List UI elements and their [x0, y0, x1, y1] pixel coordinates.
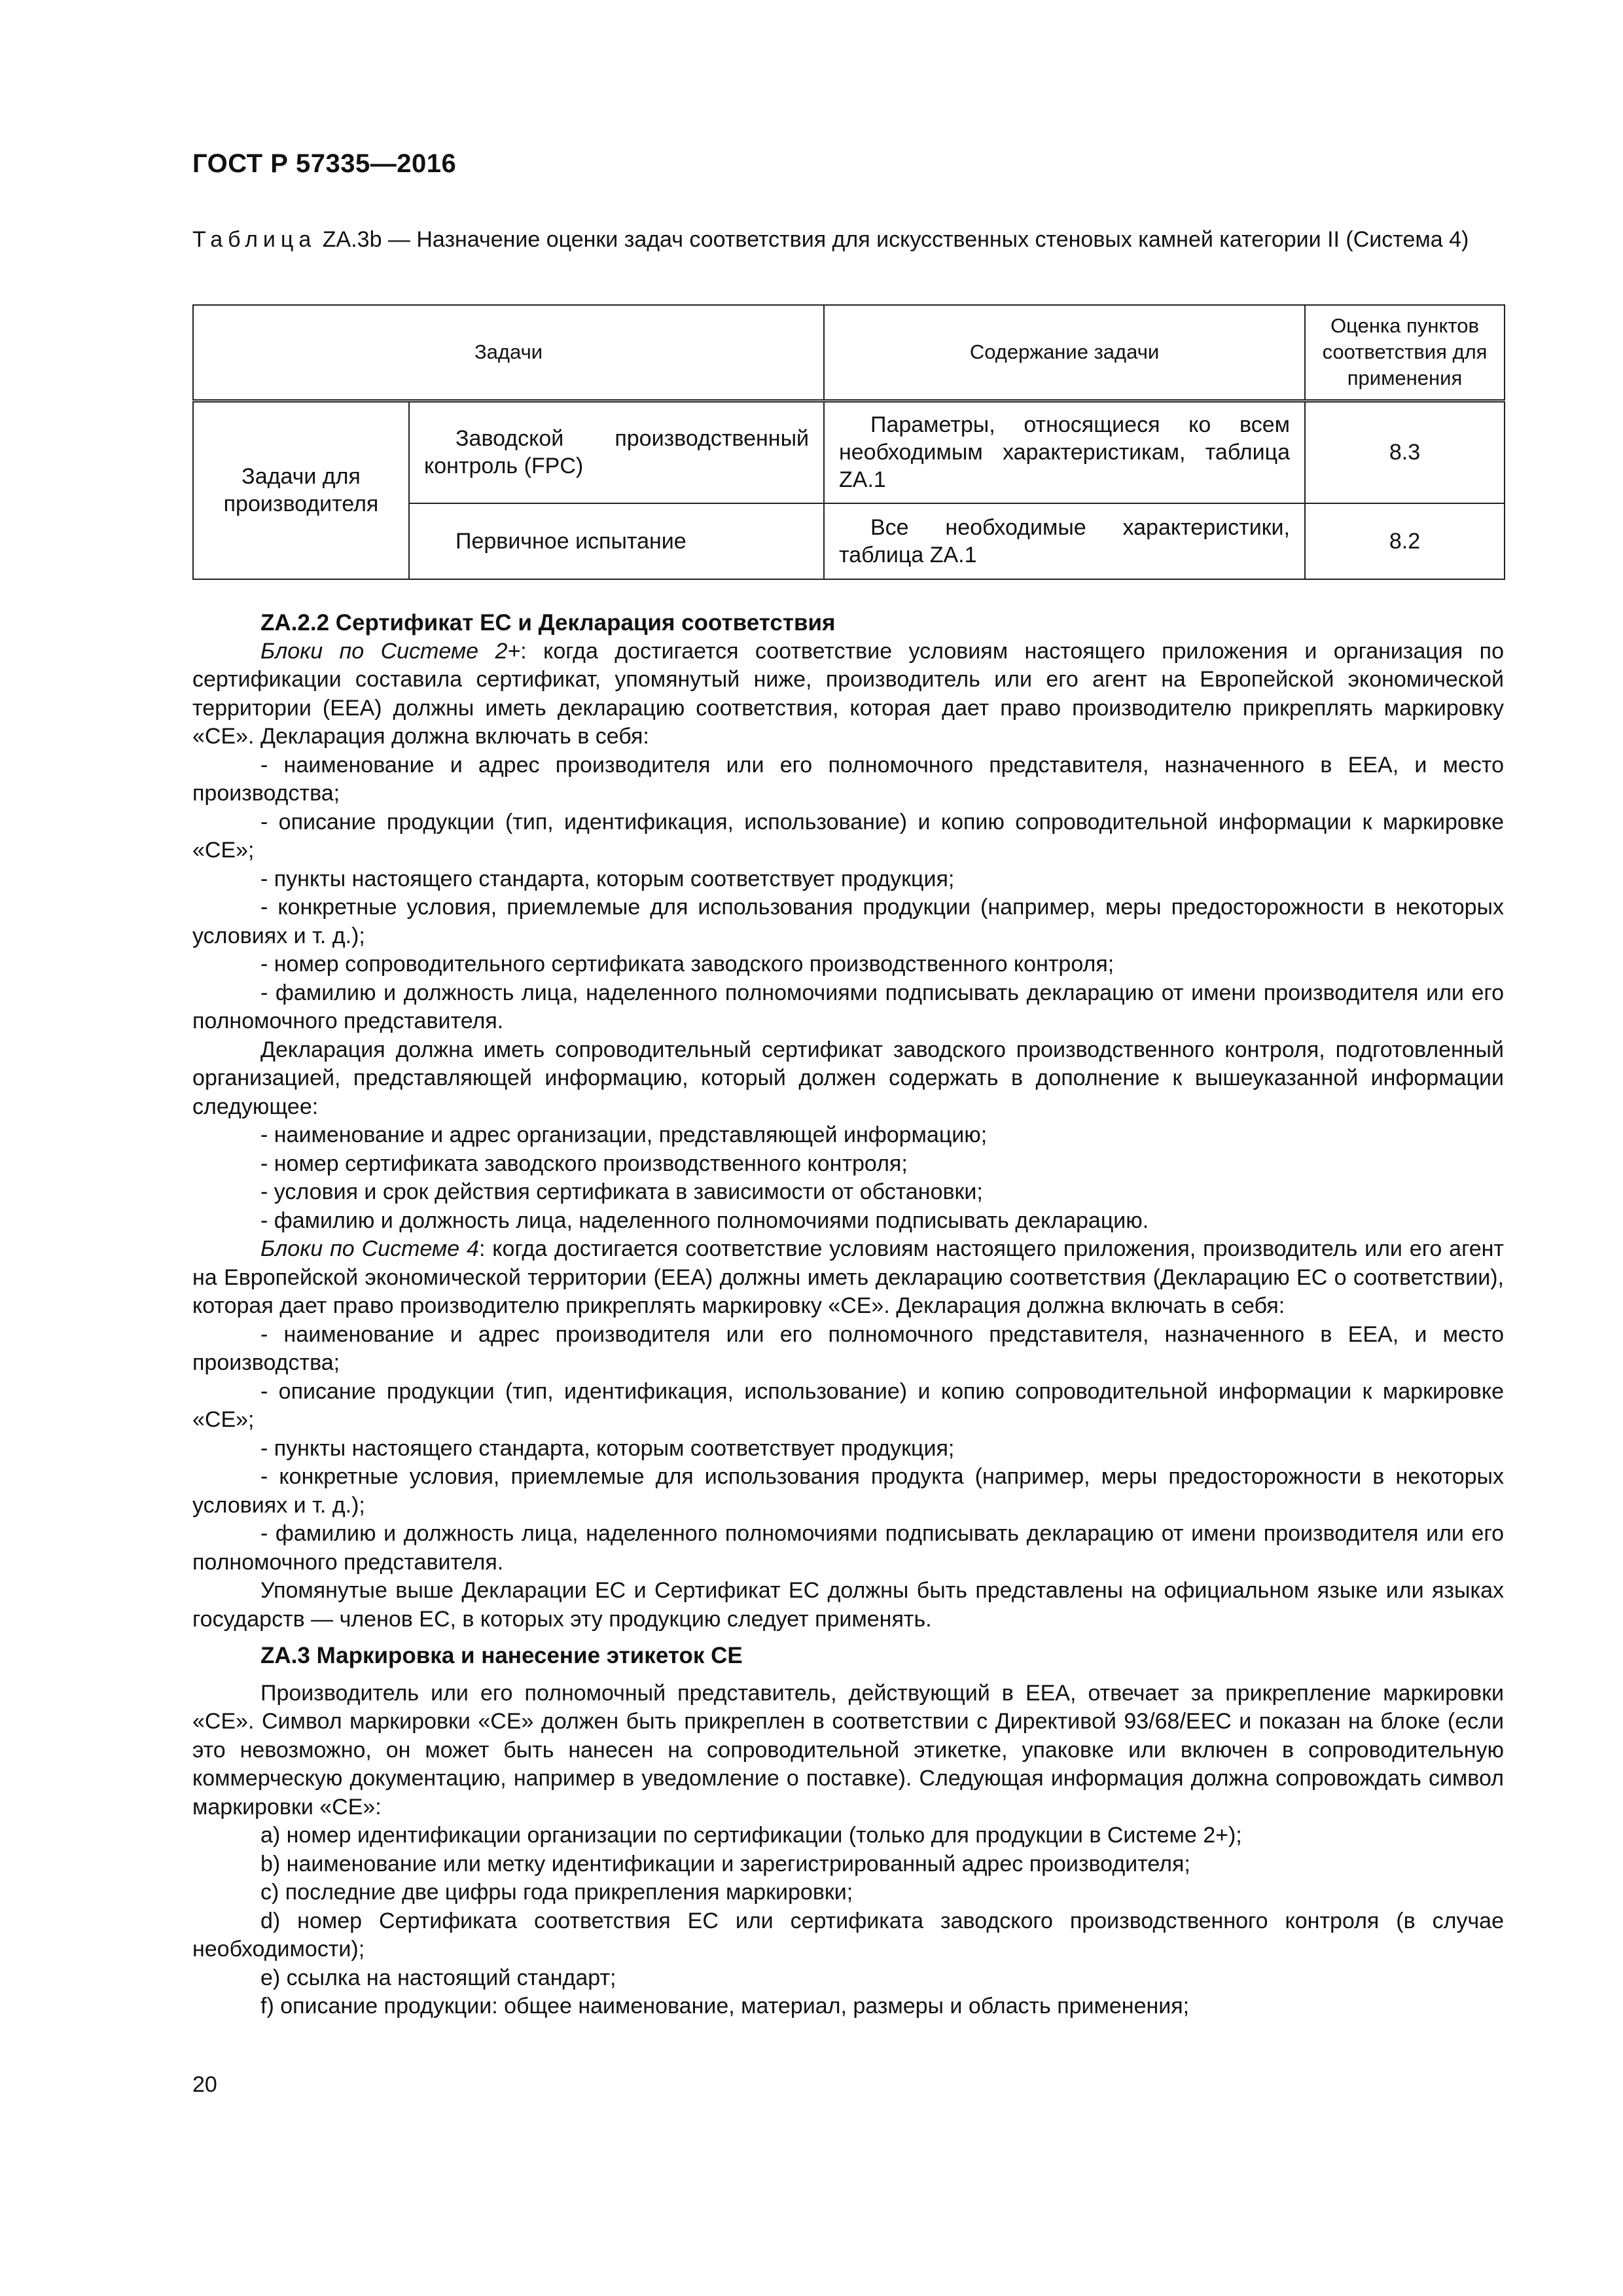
task-cell: Первичное испытание — [409, 503, 824, 579]
conformity-tasks-table — [192, 304, 1505, 580]
clause-cell: 8.2 — [1305, 503, 1505, 579]
content-cell: Параметры, относящиеся ко всем необходимым характеристикам, таблица ZA.1 — [824, 401, 1305, 503]
list-item: d) номер Сертификата соответствия ЕС или сертификата заводского производственного контроля (в случае необходимости); — [192, 1908, 1504, 1962]
section-heading-za3: ZA.3 Маркировка и нанесение этикеток СЕ — [260, 1643, 743, 1668]
paragraph-marking-intro: Производитель или его полномочный представитель, действующий в ЕЕА, отвечает за прикрепление маркировки «СЕ». Символ маркировки «СЕ» должен быть прикреплен в соответствии с Директивой 93/68/ЕЕС и показан на блоке (если это невозможно, он может быть нанесен на сопроводительной этикетке, упаковке или включен в сопроводительную коммерческую документацию, например в уведомление о поставке). Следующая информация должна сопровождать символ маркировки «СЕ»: — [192, 1680, 1504, 1820]
paragraph-declaration: Декларация должна иметь сопроводительный сертификат заводского производственного контроля, подготовленный организацией, представляющей информацию, который должен содержать в дополнение к вышеуказанной информации следующее: — [192, 1037, 1504, 1119]
list-item: f) описание продукции: общее наименование, материал, размеры и область применения; — [260, 1994, 1190, 2018]
task-cell: Заводской производственный контроль (FPC) — [409, 401, 824, 503]
group-label-cell: Задачи для производителя — [193, 401, 409, 579]
table-caption-label: Таблица — [192, 227, 317, 252]
table-header-row — [193, 305, 1505, 401]
table-row — [193, 401, 1505, 503]
list-item: b) наименование или метку идентификации и зарегистрированный адрес производителя; — [260, 1851, 1190, 1876]
list-item: - конкретные условия, приемлемые для использования продукта (например, меры предосторожности в некоторых условиях и т. д.); — [192, 1464, 1504, 1518]
paragraph-system4 — [192, 1235, 1504, 1321]
list-item: - наименование и адрес производителя или его полномочного представителя, назначенного в ЕЕА, и место производства; — [192, 752, 1504, 806]
table-caption — [192, 225, 1504, 254]
clause-cell: 8.3 — [1305, 401, 1505, 503]
list-item: - условия и срок действия сертификата в зависимости от обстановки; — [260, 1179, 983, 1204]
list-item: - фамилию и должность лица, наделенного полномочиями подписывать декларацию. — [260, 1208, 1149, 1233]
list-item: - описание продукции (тип, идентификация, использование) и копию сопроводительной информации к маркировке «СЕ»; — [192, 809, 1504, 863]
section-heading-za22: ZA.2.2 Сертификат ЕС и Декларация соответствия — [260, 610, 836, 636]
list-item: a) номер идентификации организации по сертификации (только для продукции в Системе 2+); — [260, 1823, 1242, 1848]
system4-label: Блоки по Системе 4 — [260, 1236, 479, 1261]
list-item: - наименование и адрес организации, представляющей информацию; — [260, 1122, 988, 1147]
document-header: ГОСТ Р 57335—2016 — [192, 149, 457, 178]
list-item: - пункты настоящего стандарта, которым соответствует продукция; — [260, 866, 955, 891]
header-clauses: Оценка пунктов соответствия для применения — [1305, 305, 1505, 401]
paragraph-closing: Упомянутые выше Декларации ЕС и Сертификат ЕС должны быть представлены на официальном языке или языках государств — членов ЕС, в которых эту продукцию следует применять. — [192, 1578, 1504, 1632]
document-body — [192, 609, 1504, 2021]
list-item: - фамилию и должность лица, наделенного полномочиями подписывать декларацию от имени производителя или его полномочного представителя. — [192, 1521, 1504, 1575]
header-tasks: Задачи — [193, 305, 824, 401]
system4-intro: : когда достигается соответствие условиям настоящего приложения, производитель или его агент на Европейской экономической территории (ЕЕА) должны иметь декларацию соответствия (Декларацию ЕС о соответствии), которая дает право производителю прикреплять маркировку «СЕ». Декларация должна включать в себя: — [192, 1236, 1505, 1318]
list-item: - номер сопроводительного сертификата заводского производственного контроля; — [260, 952, 1115, 977]
content-cell: Все необходимые характеристики, таблица ZA.1 — [824, 503, 1305, 579]
header-content: Содержание задачи — [824, 305, 1305, 401]
list-item: - фамилию и должность лица, наделенного полномочиями подписывать декларацию от имени производителя или его полномочного представителя. — [192, 980, 1504, 1033]
list-item: - описание продукции (тип, идентификация, использование) и копию сопроводительной информации к маркировке «СЕ»; — [192, 1378, 1504, 1432]
list-item: e) ссылка на настоящий стандарт; — [260, 1965, 616, 1990]
system2-label: Блоки по Системе 2+ — [260, 638, 521, 664]
system2-intro: : когда достигается соответствие условиям настоящего приложения и организация по сертификации составила сертификат, упомянутый ниже, производитель или его агент на Европейской экономической территории (ЕЕА) должны иметь декларацию соответствия, которая дает право производителю прикреплять маркировку «СЕ». Декларация должна включать в себя: — [192, 638, 1504, 749]
table-caption-text: ZA.3b — Назначение оценки задач соответствия для искусственных стеновых камней категории II (Система 4) — [322, 227, 1469, 252]
list-item: - пункты настоящего стандарта, которым соответствует продукция; — [260, 1435, 955, 1461]
page-number: 20 — [192, 2072, 217, 2097]
paragraph-system2 — [192, 637, 1504, 751]
list-item: - наименование и адрес производителя или его полномочного представителя, назначенного в ЕЕА, и место производства; — [192, 1321, 1504, 1375]
list-item: - конкретные условия, приемлемые для использования продукции (например, меры предосторожности в некоторых условиях и т. д.); — [192, 895, 1504, 948]
list-item: - номер сертификата заводского производственного контроля; — [260, 1151, 908, 1176]
list-item: c) последние две цифры года прикрепления маркировки; — [260, 1880, 853, 1905]
